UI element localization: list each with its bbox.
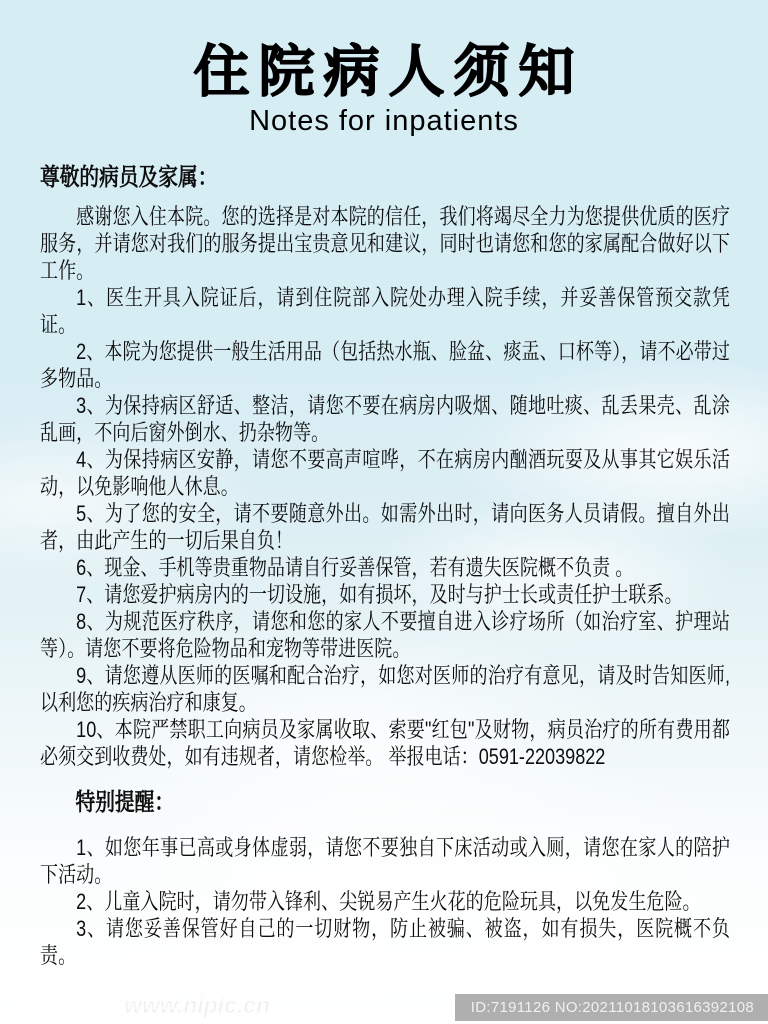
notice-item-3: 3、为保持病区舒适、整洁，请您不要在病房内吸烟、随地吐痰、乱丢果壳、乱涂乱画，不向后窗外倒水、扔杂物等。 [40,393,730,445]
notice-item-4: 4、为保持病区安静，请您不要高声喧哗，不在病房内酗酒玩耍及从事其它娱乐活动，以免影响他人休息。 [40,447,730,499]
poster-header [0,40,768,138]
image-id-bar: ID:7191126 NO:20211018103616392108 [455,994,768,1021]
notice-item-9: 9、请您遵从医师的医嘱和配合治疗，如您对医师的治疗有意见，请及时告知医师,以利您的疾病治疗和康复。 [40,663,730,715]
notice-item-6: 6、现金、手机等贵重物品请自行妥善保管，若有遗失医院概不负责 。 [76,555,634,580]
notice-item-5: 5、为了您的安全，请不要随意外出。如需外出时，请向医务人员请假。擅自外出者，由此产生的一切后果自负！ [40,501,730,553]
notice-item-2: 2、本院为您提供一般生活用品（包括热水瓶、脸盆、痰盂、口杯等），请不必带过多物品。 [40,339,730,391]
watermark-brand [14,977,270,1022]
page-subtitle: Notes for inpatients [249,105,519,137]
notice-body [40,163,730,969]
notice-item-8: 8、为规范医疗秩序，请您和您的家人不要擅自进入诊疗场所（如治疗室、护理站等）。请您不要将危险物品和宠物等带进医院。 [40,609,730,661]
notice-item-1: 1、医生开具入院证后，请到住院部入院处办理入院手续，并妥善保管预交款凭证。 [40,285,730,337]
special-item-2: 2、儿童入院时，请勿带入锋利、尖锐易产生火花的危险玩具，以免发生危险。 [76,889,701,914]
special-reminder-heading: 特别提醒： [75,789,175,816]
greeting-heading: 尊敬的病员及家属： [40,164,218,191]
special-item-3: 3、请您妥善保管好自己的一切财物，防止被骗、被盗，如有损失，医院概不负责。 [40,916,730,968]
notice-item-7: 7、请您爱护病房内的一切设施，如有损坏，及时与护士长或责任护士联系。 [76,582,683,607]
nipic-logo: 昵享网 [14,985,116,1020]
notice-item-10: 10、本院严禁职工向病员及家属收取、索要"红包"及财物，病员治疗的所有费用都必须交到收费处，如有违规者，请您检举。 举报电话：0591-22039822 [40,717,730,769]
nipic-url: www.nipic.cn [124,992,271,1018]
special-item-1: 1、如您年事已高或身体虚弱，请您不要独自下床活动或入厕，请您在家人的陪护下活动。 [40,835,730,887]
page-title: 住院病人须知 [193,40,584,103]
intro-paragraph: 感谢您入住本院。您的选择是对本院的信任，我们将竭尽全力为您提供优质的医疗服务，并请您对我们的服务提出宝贵意见和建议，同时也请您和您的家属配合做好以下工作。 [40,204,730,283]
